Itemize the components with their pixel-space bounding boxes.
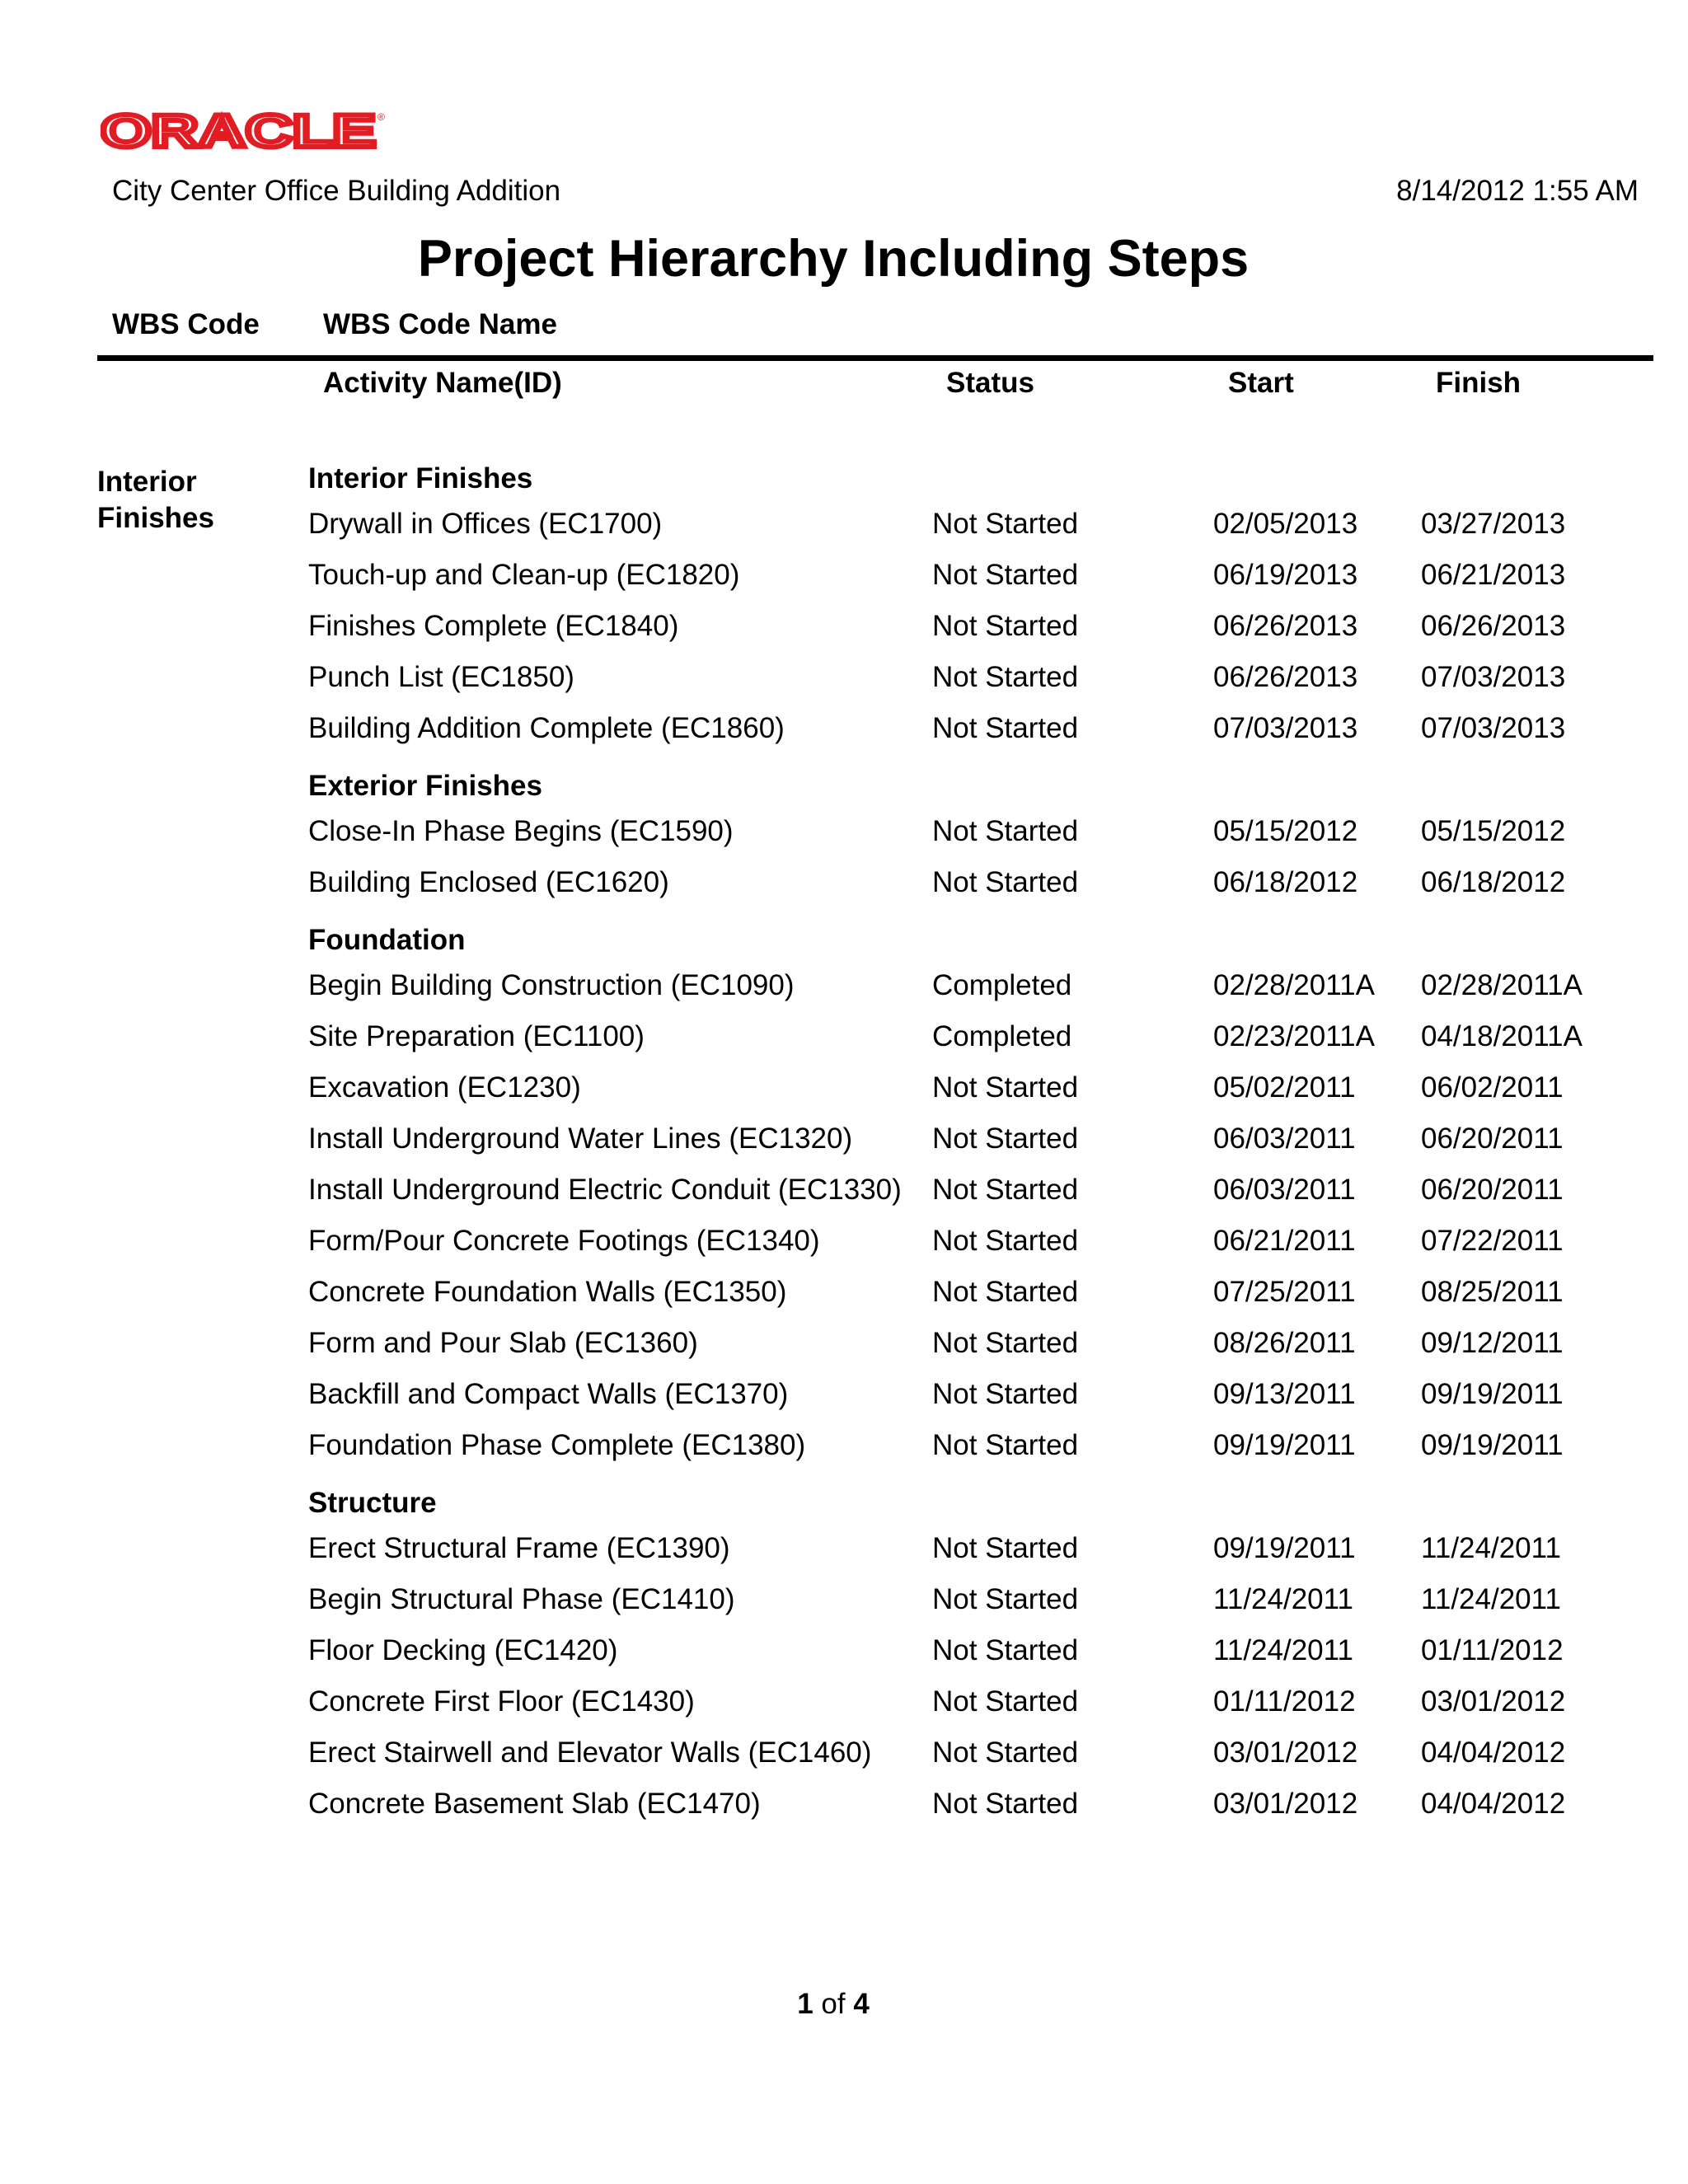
- activity-status: Not Started: [932, 1736, 1079, 1769]
- activity-status: Completed: [932, 1020, 1072, 1052]
- activity-name: Excavation (EC1230): [308, 1071, 581, 1104]
- activity-finish: 09/19/2011: [1421, 1378, 1564, 1410]
- activity-start: 06/19/2013: [1213, 559, 1358, 591]
- activity-start: 05/15/2012: [1213, 815, 1358, 847]
- activity-row: [308, 1122, 1676, 1156]
- activity-finish: 06/20/2011: [1421, 1122, 1564, 1155]
- activity-name: Erect Structural Frame (EC1390): [308, 1532, 730, 1564]
- activity-start: 02/23/2011A: [1213, 1020, 1375, 1052]
- activity-start: 06/26/2013: [1213, 661, 1358, 693]
- activity-name: Finishes Complete (EC1840): [308, 610, 679, 642]
- activity-row: [308, 660, 1676, 695]
- activity-finish: 04/04/2012: [1421, 1736, 1566, 1769]
- activity-finish: 07/03/2013: [1421, 661, 1566, 693]
- activity-status: Not Started: [932, 1327, 1079, 1359]
- activity-row: [308, 1633, 1676, 1668]
- activity-start: 03/01/2012: [1213, 1736, 1358, 1769]
- activity-status: Not Started: [932, 1122, 1079, 1155]
- activity-finish: 06/18/2012: [1421, 866, 1566, 898]
- page-number: 1: [797, 1988, 814, 2020]
- activity-status: Not Started: [932, 1634, 1079, 1666]
- activity-status: Not Started: [932, 1788, 1079, 1820]
- activity-row: [308, 1428, 1676, 1463]
- activity-name: Install Underground Electric Conduit (EC1330): [308, 1174, 902, 1206]
- activity-name: Concrete Basement Slab (EC1470): [308, 1788, 761, 1820]
- wbs-hierarchy: [308, 461, 1676, 1838]
- column-header-wbs-code: WBS Code: [112, 308, 260, 340]
- activity-row: [308, 1071, 1676, 1105]
- activity-name: Floor Decking (EC1420): [308, 1634, 618, 1666]
- activity-status: Not Started: [932, 1378, 1079, 1410]
- activity-status: Not Started: [932, 1225, 1079, 1257]
- activity-name: Concrete First Floor (EC1430): [308, 1685, 695, 1718]
- activity-status: Not Started: [932, 508, 1079, 540]
- activity-row: [308, 865, 1676, 900]
- activity-row: [308, 1326, 1676, 1361]
- activity-name: Building Addition Complete (EC1860): [308, 712, 785, 744]
- activity-start: 07/03/2013: [1213, 712, 1358, 744]
- activity-start: 06/03/2011: [1213, 1174, 1356, 1206]
- activity-name: Foundation Phase Complete (EC1380): [308, 1429, 806, 1461]
- header-divider: [97, 355, 1653, 361]
- activity-start: 01/11/2012: [1213, 1685, 1356, 1718]
- wbs-group: [308, 461, 1676, 746]
- activity-row: [308, 1224, 1676, 1258]
- activity-name: Backfill and Compact Walls (EC1370): [308, 1378, 789, 1410]
- activity-row: [308, 968, 1676, 1003]
- activity-name: Drywall in Offices (EC1700): [308, 508, 663, 540]
- page-total: 4: [853, 1988, 870, 2020]
- activity-start: 09/13/2011: [1213, 1378, 1356, 1410]
- activity-start: 02/05/2013: [1213, 508, 1358, 540]
- page-footer: [0, 1988, 1667, 2021]
- activity-finish: 06/21/2013: [1421, 559, 1566, 591]
- report-datetime: 8/14/2012 1:55 AM: [1396, 175, 1639, 207]
- activity-start: 05/02/2011: [1213, 1071, 1356, 1104]
- activity-row: [308, 507, 1676, 541]
- activity-finish: 08/25/2011: [1421, 1276, 1564, 1308]
- activity-start: 07/25/2011: [1213, 1276, 1356, 1308]
- activity-row: [308, 1019, 1676, 1054]
- activity-start: 06/26/2013: [1213, 610, 1358, 642]
- activity-name: Building Enclosed (EC1620): [308, 866, 669, 898]
- activity-row: [308, 1736, 1676, 1770]
- activity-name: Touch-up and Clean-up (EC1820): [308, 559, 740, 591]
- activity-status: Not Started: [932, 610, 1079, 642]
- activity-name: Site Preparation (EC1100): [308, 1020, 645, 1052]
- wbs-group-name: Foundation: [308, 924, 466, 956]
- activity-row: [308, 558, 1676, 593]
- activity-finish: 04/18/2011A: [1421, 1020, 1582, 1052]
- activity-status: Not Started: [932, 1429, 1079, 1461]
- activity-name: Form and Pour Slab (EC1360): [308, 1327, 698, 1359]
- wbs-group: [308, 768, 1676, 900]
- activity-row: [308, 1685, 1676, 1719]
- activity-row: [308, 1173, 1676, 1207]
- activity-status: Not Started: [932, 1583, 1079, 1615]
- activity-row: [308, 1275, 1676, 1310]
- activity-finish: 01/11/2012: [1421, 1634, 1564, 1666]
- activity-status: Not Started: [932, 712, 1079, 744]
- activity-finish: 11/24/2011: [1421, 1583, 1561, 1615]
- activity-row: [308, 1582, 1676, 1617]
- activity-row: [308, 814, 1676, 849]
- wbs-group-name: Interior Finishes: [308, 462, 533, 494]
- activity-finish: 06/02/2011: [1421, 1071, 1564, 1104]
- activity-row: [308, 1531, 1676, 1566]
- column-header-finish: Finish: [1436, 367, 1522, 399]
- activity-finish: 04/04/2012: [1421, 1788, 1566, 1820]
- wbs-group: [308, 1485, 1676, 1821]
- activity-status: Not Started: [932, 815, 1079, 847]
- column-header-status: Status: [946, 367, 1034, 399]
- activity-name: Begin Structural Phase (EC1410): [308, 1583, 735, 1615]
- activity-finish: 02/28/2011A: [1421, 969, 1582, 1001]
- column-header-activity-name: Activity Name(ID): [323, 367, 562, 399]
- activity-start: 11/24/2011: [1213, 1634, 1353, 1666]
- activity-start: 09/19/2011: [1213, 1429, 1356, 1461]
- project-name: City Center Office Building Addition: [112, 175, 561, 207]
- activity-row: [308, 711, 1676, 746]
- activity-status: Not Started: [932, 1276, 1079, 1308]
- activity-finish: 03/01/2012: [1421, 1685, 1566, 1718]
- activity-status: Not Started: [932, 559, 1079, 591]
- activity-status: Not Started: [932, 1071, 1079, 1104]
- activity-row: [308, 1787, 1676, 1821]
- activity-finish: 06/20/2011: [1421, 1174, 1564, 1206]
- activity-finish: 11/24/2011: [1421, 1532, 1561, 1564]
- activity-start: 11/24/2011: [1213, 1583, 1353, 1615]
- activity-status: Not Started: [932, 1174, 1079, 1206]
- activity-start: 06/03/2011: [1213, 1122, 1356, 1155]
- activity-start: 02/28/2011A: [1213, 969, 1375, 1001]
- activity-status: Not Started: [932, 1532, 1079, 1564]
- activity-start: 08/26/2011: [1213, 1327, 1356, 1359]
- activity-finish: 05/15/2012: [1421, 815, 1566, 847]
- page-of-label: of: [821, 1988, 846, 2020]
- activity-status: Completed: [932, 969, 1072, 1001]
- activity-finish: 07/03/2013: [1421, 712, 1566, 744]
- wbs-code: Interior Finishes: [97, 466, 214, 534]
- activity-finish: 09/19/2011: [1421, 1429, 1564, 1461]
- activity-name: Close-In Phase Begins (EC1590): [308, 815, 734, 847]
- activity-name: Punch List (EC1850): [308, 661, 574, 693]
- activity-start: 09/19/2011: [1213, 1532, 1356, 1564]
- activity-status: Not Started: [932, 866, 1079, 898]
- oracle-logo-text: ORACLE: [101, 109, 376, 157]
- activity-name: Concrete Foundation Walls (EC1350): [308, 1276, 787, 1308]
- registered-mark: ®: [377, 111, 385, 123]
- wbs-group-name: Structure: [308, 1487, 437, 1519]
- activity-status: Not Started: [932, 1685, 1079, 1718]
- activity-name: Form/Pour Concrete Footings (EC1340): [308, 1225, 820, 1257]
- column-header-start: Start: [1228, 367, 1294, 399]
- activity-name: Install Underground Water Lines (EC1320): [308, 1122, 853, 1155]
- activity-start: 03/01/2012: [1213, 1788, 1358, 1820]
- wbs-group: [308, 922, 1676, 1463]
- activity-status: Not Started: [932, 661, 1079, 693]
- activity-start: 06/21/2011: [1213, 1225, 1356, 1257]
- activity-finish: 09/12/2011: [1421, 1327, 1564, 1359]
- activity-name: Erect Stairwell and Elevator Walls (EC1460): [308, 1736, 872, 1769]
- activity-row: [308, 1377, 1676, 1412]
- activity-finish: 07/22/2011: [1421, 1225, 1564, 1257]
- activity-finish: 03/27/2013: [1421, 508, 1566, 540]
- report-title: Project Hierarchy Including Steps: [417, 230, 1250, 288]
- activity-finish: 06/26/2013: [1421, 610, 1566, 642]
- wbs-group-name: Exterior Finishes: [308, 770, 542, 802]
- activity-start: 06/18/2012: [1213, 866, 1358, 898]
- activity-name: Begin Building Construction (EC1090): [308, 969, 795, 1001]
- activity-row: [308, 609, 1676, 644]
- column-header-wbs-code-name: WBS Code Name: [323, 308, 557, 340]
- oracle-logo: [101, 109, 389, 157]
